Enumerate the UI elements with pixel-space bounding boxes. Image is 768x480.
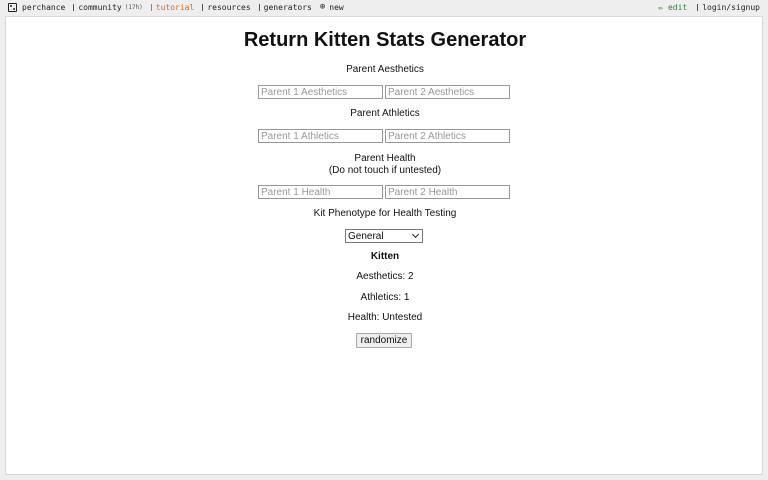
generator-panel [5, 16, 763, 475]
nav-tutorial[interactable] [151, 3, 195, 12]
parent1-health-input[interactable] [258, 185, 383, 199]
user-icon [697, 4, 698, 11]
nav-brand-label: perchance [22, 3, 66, 12]
nav-brand[interactable] [8, 3, 65, 12]
plus-circle-icon: ⊕ [319, 2, 326, 12]
pencil-icon: ✏ [658, 3, 664, 12]
athletics-heading: Parent Athletics [350, 108, 420, 119]
edit-link[interactable] [658, 3, 687, 12]
login-label: login/signup [702, 3, 760, 12]
nav-new-label: new [329, 3, 344, 12]
community-icon [73, 4, 74, 11]
phenotype-heading: Kit Phenotype for Health Testing [313, 208, 457, 219]
result-aesthetics: Aesthetics: 2 [356, 271, 414, 282]
result-heading: Kitten [370, 251, 400, 262]
athletics-row [258, 129, 510, 143]
top-nav [0, 0, 768, 16]
nav-generators-label: generators [263, 3, 312, 12]
result-athletics: Athletics: 1 [360, 292, 410, 303]
nav-new[interactable] [320, 3, 344, 12]
login-link[interactable] [697, 3, 760, 12]
nav-resources-label: resources [207, 3, 251, 12]
phenotype-select[interactable] [345, 229, 423, 243]
randomize-button[interactable]: randomize [356, 333, 412, 348]
nav-left [8, 3, 352, 12]
parent1-aesthetics-input[interactable] [258, 85, 383, 99]
parent2-health-input[interactable] [385, 185, 510, 199]
generators-icon [259, 4, 260, 11]
nav-right [658, 3, 760, 12]
dice-icon [8, 3, 17, 12]
tutorial-icon [151, 4, 152, 11]
parent1-athletics-input[interactable] [258, 129, 383, 143]
health-row [258, 185, 510, 199]
edit-label: edit [667, 3, 688, 12]
resources-icon [202, 4, 203, 11]
phenotype-selected-value: General [348, 230, 384, 242]
page-title: Return Kitten Stats Generator [243, 29, 527, 51]
aesthetics-row [258, 85, 510, 99]
nav-resources[interactable] [202, 3, 250, 12]
parent2-athletics-input[interactable] [385, 129, 510, 143]
nav-community-label: community [78, 3, 122, 12]
chevron-down-icon [412, 231, 419, 238]
nav-tutorial-label: tutorial [155, 3, 195, 12]
aesthetics-heading: Parent Aesthetics [346, 64, 424, 75]
nav-community[interactable] [73, 3, 142, 12]
result-health: Health: Untested [347, 312, 423, 323]
health-heading: Parent Health [354, 153, 416, 164]
health-note: (Do not touch if untested) [328, 165, 442, 176]
nav-generators[interactable] [259, 3, 312, 12]
community-count: (17h) [124, 4, 143, 11]
parent2-aesthetics-input[interactable] [385, 85, 510, 99]
